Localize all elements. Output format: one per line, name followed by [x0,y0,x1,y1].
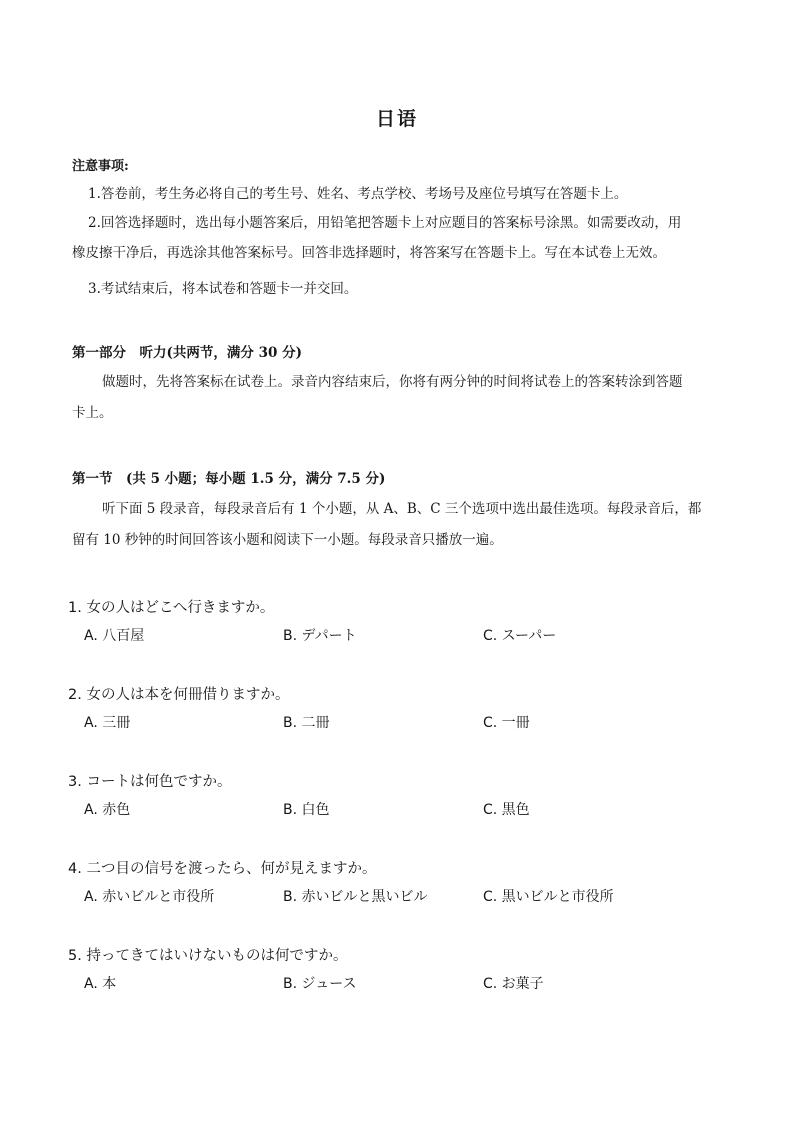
option-c: C. 黒いビルと市役所 [483,889,614,905]
note-item-2 [72,208,752,268]
option-a: A. 赤いビルと市役所 [84,889,215,905]
section1-desc-line1: 听下面 5 段录音，每段录音后有 1 个小题，从 A、B、C 三个选项中选出最佳选项。每段录音后，都 [102,501,702,517]
option-a: A. 八百屋 [84,628,145,644]
question-text: 1. 女の人はどこへ行きますか。 [68,600,275,616]
question-1 [68,594,748,650]
question-options [68,796,748,824]
notes-heading: 注意事项: [72,159,129,174]
section1-description [72,494,752,556]
part1-desc-line2: 卡上。 [72,405,113,421]
option-b: B. 赤いビルと黒いビル [283,889,428,905]
note-item-1: 1.答卷前，考生务必将自己的考生号、姓名、考点学校、考场号及座位号填写在答题卡上。 [88,186,628,202]
question-text: 3. コートは何色ですか。 [68,774,232,790]
option-a: A. 赤色 [84,802,131,818]
question-4 [68,855,748,911]
option-b: B. デパート [283,628,357,644]
question-text: 4. 二つ目の信号を渡ったら、何が見えますか。 [68,861,377,877]
option-a: A. 三冊 [84,715,131,731]
part1-desc-line1: 做题时，先将答案标在试卷上。录音内容结束后，你将有两分钟的时间将试卷上的答案转涂到答题 [102,374,683,390]
question-3 [68,768,748,824]
option-b: B. ジュース [283,976,357,992]
section1-heading: 第一节 (共 5 小题；每小题 1.5 分，满分 7.5 分) [72,471,386,487]
option-a: A. 本 [84,976,117,992]
part1-heading: 第一部分 听力(共两节，满分 30 分) [72,345,302,361]
question-options [68,622,748,650]
question-options [68,709,748,737]
question-text: 5. 持ってきてはいけないものは何ですか。 [68,948,348,964]
option-b: B. 二冊 [283,715,330,731]
note-item-2-line2: 橡皮擦干净后，再选涂其他答案标号。回答非选择题时，将答案写在答题卡上。写在本试卷上无效。 [72,245,666,261]
option-c: C. 黒色 [483,802,530,818]
option-c: C. 一冊 [483,715,530,731]
question-options [68,883,748,911]
note-item-3: 3.考试结束后，将本试卷和答题卡一并交回。 [88,281,358,297]
option-c: C. スーパー [483,628,557,644]
page-title: 日语 [375,108,418,130]
question-2 [68,681,748,737]
option-b: B. 白色 [283,802,330,818]
section1-desc-line2: 留有 10 秒钟的时间回答该小题和阅读下一小题。每段录音只播放一遍。 [72,532,503,548]
note-item-2-line1: 2.回答选择题时，选出每小题答案后，用铅笔把答题卡上对应题目的答案标号涂黑。如需要改动，用 [88,215,682,231]
question-5 [68,942,748,998]
part1-description [72,367,752,429]
question-options [68,970,748,998]
question-text: 2. 女の人は本を何冊借りますか。 [68,687,290,703]
option-c: C. お菓子 [483,976,544,992]
